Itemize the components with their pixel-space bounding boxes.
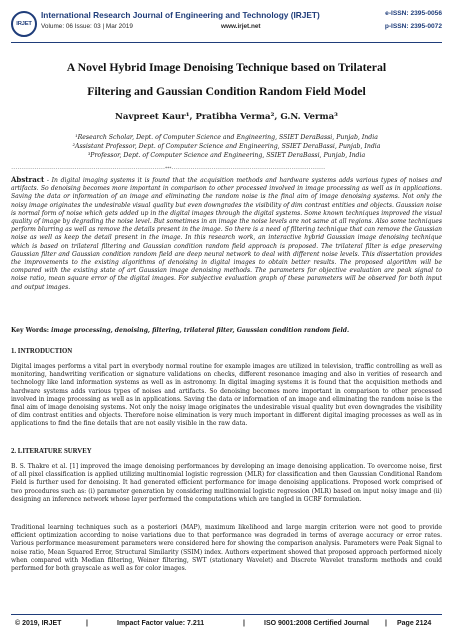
footer-page-number: Page 2124 — [397, 620, 432, 627]
literature-paragraph-1: B. S. Thakre et al. [1] improved the image denoising performances by developing an image denoising application. To overcome noise, first of all pixel classification is applied utilizing multinomial logistic regression (MLR) for classification and then Gaussian Conditional Random Field is further used for denoising. It had generated efficient performance for image denoising applications. Proposed work comprised of two procedures such as: (i) parameter generation by considering multinomial logistic regression (MLR) based on input noisy image and (ii) designing an inference network whose layer performed the computations which are tangled in GCRF formulation. — [11, 463, 442, 503]
paper-title-line-1: A Novel Hybrid Image Denoising Technique based on Trilateral — [66, 60, 387, 74]
literature-paragraph-2: Traditional learning techniques such as a posteriori (MAP), maximum likelihood and large margin criterion were not good to provide efficient optimization according to noise variations due to that performance was degraded in terms of average accuracy or error rates. Various performance measurement parameters were considered here for showing the comparison analysis. Parameters were Peak Signal to noise ratio, Mean Squared Error, Structural Similarity (SSIM) index. Authors experiment showed that proposed approach performed nicely when compared with Median filtering, Weiner filtering, SWT (stationary Wavelet) and Discrete Wavelet transform methods and could performed for both grayscale as well as for color images. — [11, 524, 442, 573]
footer-copyright: © 2019, IRJET — [15, 620, 62, 627]
introduction-paragraph: Digital images performs a vital part in everybody normal routine for example images are utilized in television, traffic controlling as well as monitoring, handwriting verification or signature validations on checks, different resonance imaging and also in verities of research and technology like land information systems as well as in astronomy. In digital imaging systems it is found that the acquisition methods and hardware systems adds various types of noises and artifacts. So denoising becomes more important in comparison to other processed involved in image processing as well as in applications. Saving the data or information of an image and eliminating the random noise is the final aim of image denoising systems. Not only the noisy image originates the undesirable visual quality but even downgrades the visibility of dim contrast entities and objects. Therefore noise elimination is very much important in different digital imaging processes as well as in applications to find the fine details that are not easily visible in the raw data. — [11, 363, 442, 428]
keywords — [11, 327, 442, 335]
footer-rule — [11, 614, 442, 615]
journal-title: International Research Journal of Engineering and Technology (IRJET) — [41, 10, 320, 20]
keywords-label: Key Words: — [11, 327, 49, 334]
footer-impact-factor: Impact Factor value: 7.211 — [117, 620, 205, 627]
volume-line: Volume: 06 Issue: 03 | Mar 2019 — [41, 23, 133, 30]
header-rule — [11, 42, 442, 43]
footer-separator: | — [385, 620, 387, 627]
keywords-text: image processing, denoising, filtering, trilateral filter, Gaussian condition random field. — [48, 327, 350, 334]
logo-text: IRJET — [16, 21, 32, 27]
affiliation-3: ³Professor, Dept. of Computer Science and Engineering, SSIET DeraBassi, Punjab, India — [87, 152, 366, 159]
journal-website: www.irjet.net — [221, 23, 261, 30]
abstract-label: Abstract — [11, 175, 45, 184]
section-separator: -------------------------------------------------------------------------***------------------------------------------------------------------------- — [11, 166, 326, 171]
journal-header — [11, 9, 442, 41]
irjet-logo — [11, 11, 37, 37]
footer-separator: | — [243, 620, 245, 627]
affiliation-2: ²Assistant Professor, Dept. of Computer Science and Engineering, SSIET DeraBassi, Punjab, India — [72, 143, 381, 150]
abstract — [11, 176, 442, 292]
paper-authors: Navpreet Kaur¹, Pratibha Verma², G.N. Verma³ — [115, 112, 338, 122]
footer-separator: | — [86, 620, 88, 627]
affiliation-1: ¹Research Scholar, Dept. of Computer Science and Engineering, SSIET DeraBassi, Punjab, India — [75, 134, 378, 141]
footer-iso: ISO 9001:2008 Certified Journal — [264, 620, 370, 627]
abstract-text: - In digital imaging systems it is found that the acquisition methods and hardware systems adds various types of noises and artifacts. So denoising becomes more important in comparison to other processed involved in image processing as well as in applications. Saving the data or information of an image and eliminating the random noise is the final aim of image denoising systems. Not only the noisy image originates the undesirable visual quality but even downgrades the visibility of dim contrast entities and objects. Gaussian noise is normal form of noise which gets added up in the digital images through the digital systems. Some known techniques improved the visual quality of image by degrading the noise level. But sometimes in an image the noise levels are not same at all regions. Also some techniques perform blurring as well as remove the details present in the image. So there is a need of filtering technique that can remove the Gaussian noise as well as keep the detail present in the image. In this research work, an interactive hybrid Gaussian image denoising technique which is based on trilateral filtering and Gaussian condition random field approach is proposed. The trilateral filter is edge preserving Gaussian filter and Gaussian condition random field are deep neural network to deal with different noise levels. This dissertation provides the improvements to the existing algorithms of denoising in digital images to obtain better results. The proposed algorithm will be compared with the existing state of art Gaussian image denoising methods. The parameters for objective evaluation are peak signal to noise ratio, mean square error of the digital images. For subjective evaluation graph of these parameters will be observed for both input and output images. — [11, 177, 442, 291]
section-heading-literature-survey: 2. LITERATURE SURVEY — [11, 448, 92, 455]
pissn: p-ISSN: 2395-0072 — [384, 23, 442, 30]
section-heading-introduction: 1. INTRODUCTION — [11, 348, 73, 355]
paper-title-line-2: Filtering and Gaussian Condition Random Field Model — [87, 84, 366, 98]
eissn: e-ISSN: 2395-0056 — [385, 10, 442, 17]
